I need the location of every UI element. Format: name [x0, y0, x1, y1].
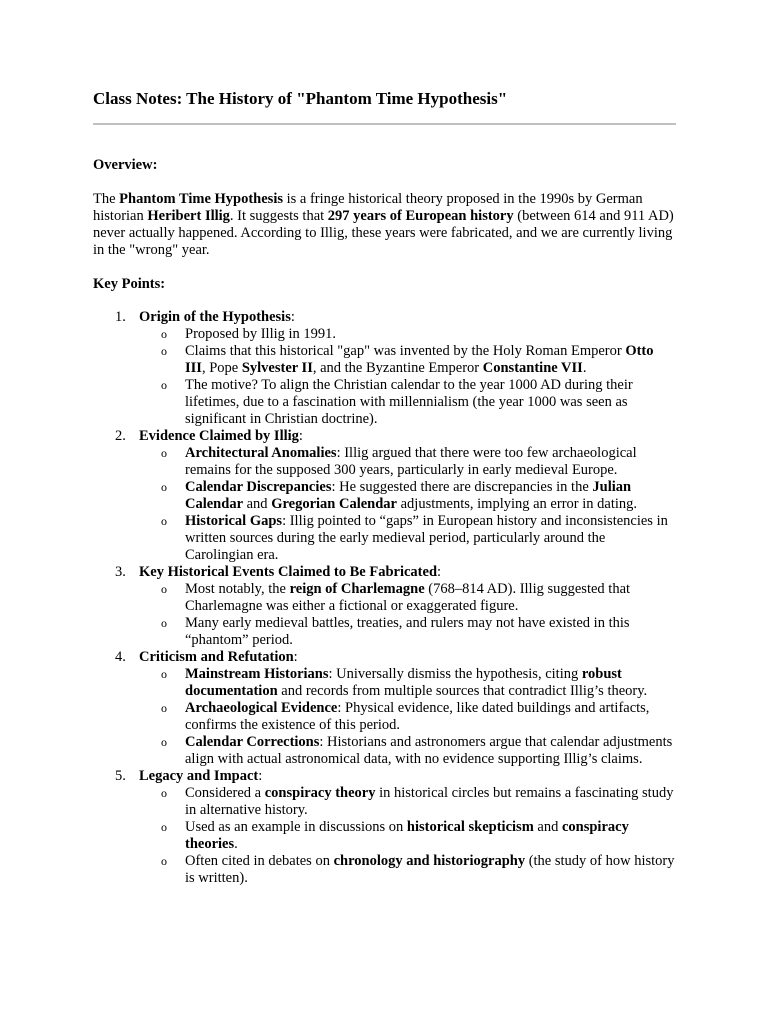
key-point-title-text: Evidence Claimed by Illig — [139, 428, 299, 444]
sub-bullet-text-run: Often cited in debates on — [185, 853, 334, 869]
sub-bullet-text-run: : He suggested there are discrepancies in the — [331, 479, 593, 495]
circle-bullet-icon: o — [161, 378, 167, 392]
overview-text-run: The — [93, 191, 120, 207]
circle-bullet-icon: o — [161, 446, 167, 460]
overview-heading: Overview: — [93, 157, 158, 173]
sub-bullet-text-run: , Pope — [201, 360, 242, 376]
sub-bullet-item — [93, 615, 676, 649]
sub-bullet-item — [93, 734, 676, 768]
circle-bullet-icon: o — [161, 616, 167, 630]
key-point-title-suffix: : — [437, 564, 442, 580]
sub-bullet-text-run: : Illig argued that there were too few archaeological remains for the supposed 300 years, particularly in early medieval Europe. — [185, 445, 637, 478]
sub-bullet-bold-run: Architectural Anomalies — [185, 445, 337, 461]
key-point-number: 3. — [115, 564, 126, 580]
sub-bullet-bold-run: chronology and historiography — [333, 853, 526, 869]
sub-bullet-text-run: and — [243, 496, 272, 512]
sub-bullet-item — [93, 326, 676, 343]
overview-text-run: is a fringe historical theory proposed in the 1990s by German historian — [93, 191, 643, 224]
circle-bullet-icon: o — [161, 854, 167, 868]
sub-bullet-item — [93, 785, 676, 819]
key-points-list — [93, 309, 676, 887]
sub-bullet-bold-run: reign of Charlemagne — [289, 581, 425, 597]
key-point-item — [93, 564, 676, 649]
sub-bullet-text-run: : Physical evidence, like dated buildings and artifacts, confirms the existence of this period. — [185, 700, 650, 733]
circle-bullet-icon: o — [161, 514, 167, 528]
sub-bullet-item — [93, 700, 676, 734]
overview-paragraph — [93, 191, 676, 259]
key-point-title-text: Legacy and Impact — [139, 768, 259, 784]
sub-bullet-text-run: : Illig pointed to “gaps” in European history and inconsistencies in written sources during the early medieval period, particularly around the Carolingian era. — [185, 513, 668, 563]
key-point-title-text: Origin of the Hypothesis — [139, 309, 291, 325]
key-point-title — [93, 564, 676, 581]
sub-bullet-bold-run: Sylvester II — [241, 360, 313, 376]
sub-bullet-bold-run: Julian Calendar — [185, 479, 632, 512]
sub-bullet-item — [93, 853, 676, 887]
document-title: Class Notes: The History of "Phantom Time Hypothesis" — [93, 89, 508, 108]
sub-bullet-bold-run: Calendar Discrepancies — [185, 479, 332, 495]
overview-text-run: (between 614 and 911 AD) never actually happened. According to Illig, these years were fabricated, and we are currently living in the "wrong" year. — [93, 208, 674, 258]
sub-bullet-bold-run: Mainstream Historians — [185, 666, 329, 682]
sub-bullet-item — [93, 666, 676, 700]
sub-bullet-item — [93, 445, 676, 479]
sub-bullet-text-run: , and the Byzantine Emperor — [312, 360, 483, 376]
key-points-heading: Key Points: — [93, 276, 166, 292]
circle-bullet-icon: o — [161, 667, 167, 681]
key-point-title-suffix: : — [293, 649, 298, 665]
sub-bullet-text-run: (768–814 AD). Illig suggested that Charlemagne was either a fictional or exaggerated figure. — [185, 581, 631, 614]
key-point-title — [93, 649, 676, 666]
sub-bullet-text-run: adjustments, implying an error in dating. — [396, 496, 637, 512]
overview-text-run: . It suggests that — [229, 208, 328, 224]
sub-bullet-text-run: Considered a — [185, 785, 265, 801]
sub-bullet-bold-run: conspiracy theory — [264, 785, 376, 801]
sub-bullet-bold-run: Gregorian Calendar — [271, 496, 397, 512]
sub-bullet-text-run: Many early medieval battles, treaties, and rulers may not have existed in this “phantom” period. — [185, 615, 630, 648]
sub-bullet-bold-run: conspiracy theories — [185, 819, 629, 852]
sub-bullet-text-run: : Universally dismiss the hypothesis, citing — [328, 666, 582, 682]
circle-bullet-icon: o — [161, 786, 167, 800]
sub-bullet-bold-run: Otto III — [185, 343, 654, 376]
key-point-title-text: Key Historical Events Claimed to Be Fabricated — [139, 564, 438, 580]
sub-bullet-item — [93, 343, 676, 377]
sub-bullet-text-run: Proposed by Illig in 1991. — [185, 326, 337, 342]
key-point-title-text: Criticism and Refutation — [139, 649, 294, 665]
sub-bullet-bold-run: Calendar Corrections — [185, 734, 320, 750]
sub-bullet-bold-run: robust documentation — [185, 666, 622, 699]
circle-bullet-icon: o — [161, 327, 167, 341]
key-point-title-suffix: : — [298, 428, 303, 444]
horizontal-divider — [93, 123, 676, 125]
sub-bullet-bold-run: Archaeological Evidence — [185, 700, 338, 716]
circle-bullet-icon: o — [161, 344, 167, 358]
overview-bold-run: Heribert Illig — [147, 208, 230, 224]
sub-bullet-text-run: : Historians and astronomers argue that calendar adjustments align with actual astronomical data, with no evidence supporting Illig’s claims. — [185, 734, 673, 767]
sub-bullet-item — [93, 479, 676, 513]
sub-bullet-text-run: (the study of how history is written). — [185, 853, 675, 886]
circle-bullet-icon: o — [161, 480, 167, 494]
sub-bullet-bold-run: Historical Gaps — [185, 513, 283, 529]
sub-bullet-item — [93, 819, 676, 853]
sub-bullet-item — [93, 513, 676, 564]
circle-bullet-icon: o — [161, 701, 167, 715]
sub-bullet-text-run: Used as an example in discussions on — [185, 819, 407, 835]
overview-bold-run: Phantom Time Hypothesis — [119, 191, 283, 207]
sub-bullet-text-run: . — [234, 836, 238, 852]
key-point-title-suffix: : — [290, 309, 295, 325]
sub-bullet-bold-run: Constantine VII — [482, 360, 583, 376]
sub-bullet-text-run: Claims that this historical "gap" was invented by the Holy Roman Emperor — [185, 343, 626, 359]
circle-bullet-icon: o — [161, 735, 167, 749]
sub-bullet-text-run: and records from multiple sources that contradict Illig’s theory. — [277, 683, 648, 699]
key-point-number: 2. — [115, 428, 126, 444]
key-point-title — [93, 768, 676, 785]
key-point-item — [93, 428, 676, 564]
key-point-number: 5. — [115, 768, 126, 784]
sub-bullet-text-run: Most notably, the — [185, 581, 290, 597]
key-point-item — [93, 649, 676, 768]
sub-bullet-text-run: and — [533, 819, 562, 835]
key-point-title-suffix: : — [258, 768, 263, 784]
key-point-number: 1. — [115, 309, 126, 325]
overview-bold-run: 297 years of European history — [327, 208, 514, 224]
sub-bullet-text-run: The motive? To align the Christian calendar to the year 1000 AD during their lifetimes, due to a fascination with millennialism (the year 1000 was seen as significant in Christian doctrine). — [185, 377, 633, 427]
key-point-title — [93, 428, 676, 445]
key-point-title — [93, 309, 676, 326]
circle-bullet-icon: o — [161, 820, 167, 834]
sub-bullet-text-run: . — [582, 360, 587, 376]
sub-bullet-text-run: in historical circles but remains a fascinating study in alternative history. — [185, 785, 674, 818]
sub-bullet-item — [93, 377, 676, 428]
key-point-item — [93, 768, 676, 887]
sub-bullet-item — [93, 581, 676, 615]
circle-bullet-icon: o — [161, 582, 167, 596]
key-point-number: 4. — [115, 649, 126, 665]
sub-bullet-bold-run: historical skepticism — [406, 819, 534, 835]
key-point-item — [93, 309, 676, 428]
